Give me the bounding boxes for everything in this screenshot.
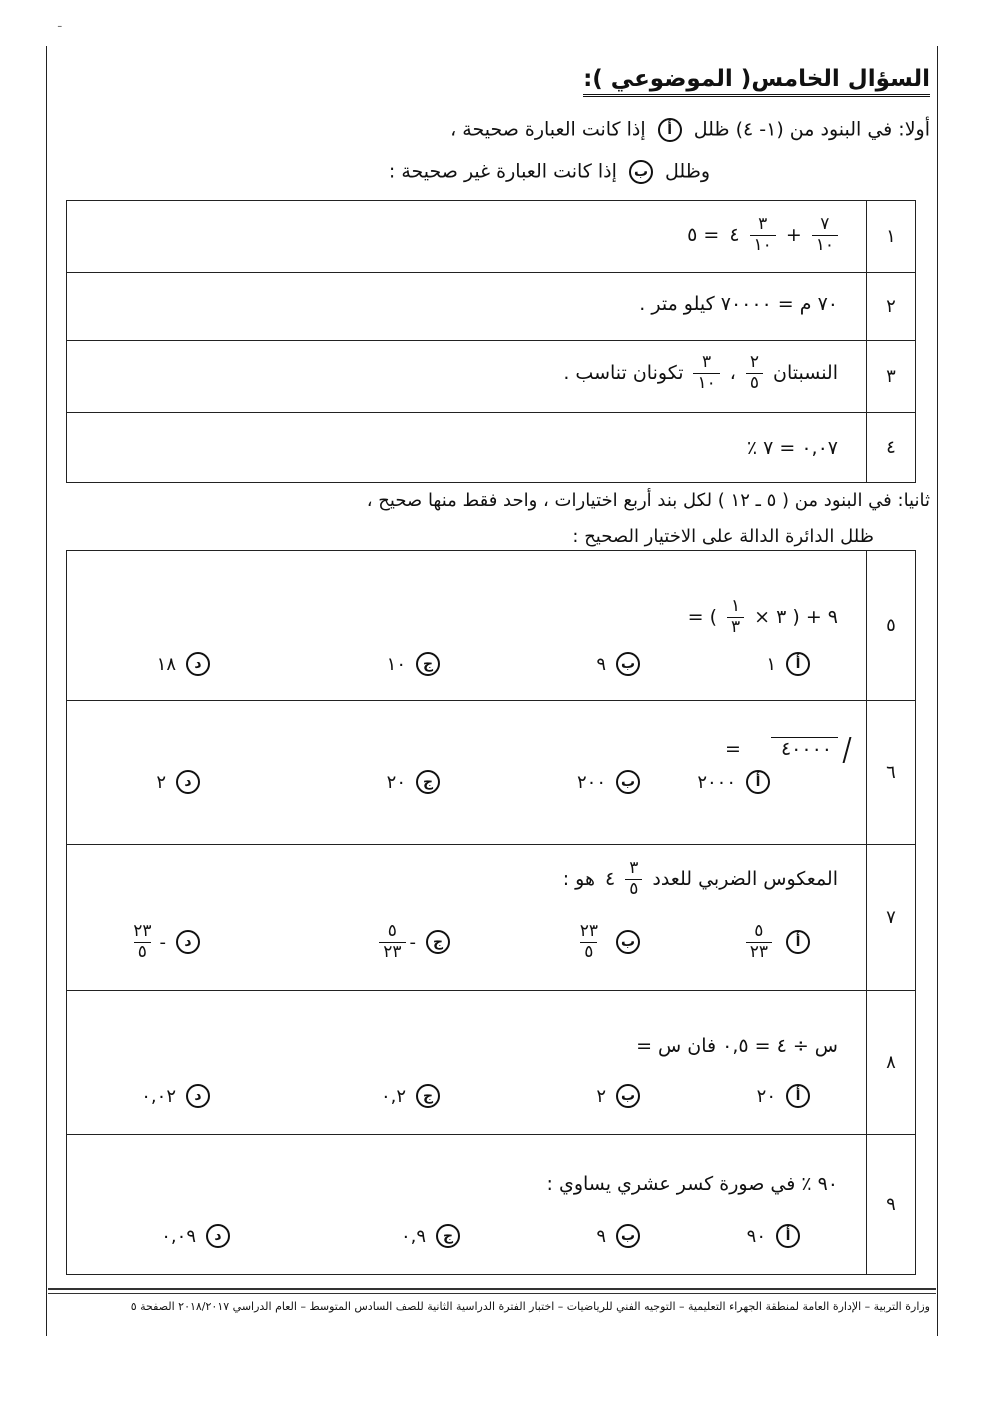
mc-options-5 bbox=[67, 652, 866, 688]
mc-row-5 bbox=[67, 551, 916, 701]
option-a[interactable]: أ ٢٠ bbox=[757, 1084, 816, 1108]
true-false-table bbox=[66, 200, 916, 483]
tf-number-3: ٣ bbox=[867, 341, 916, 413]
tf-row-2 bbox=[67, 273, 916, 341]
option-a[interactable]: أ $\frac{٥}{٢٣}$ bbox=[746, 922, 816, 962]
mc-number-7: ٧ bbox=[867, 845, 916, 991]
tf-number-2: ٢ bbox=[867, 273, 916, 341]
circle-letter-b: ب bbox=[629, 160, 653, 184]
mc-options-9 bbox=[67, 1224, 866, 1260]
part1-instruction-line2: وظلل ب إذا كانت العبارة غير صحيحة : bbox=[388, 160, 710, 183]
footer-text: وزارة التربية – الإدارة العامة لمنطقة الجهراء التعليمية – التوجيه الفني للرياضيات – اختبار الفترة الدراسية الثانية للصف السادس المتوسط – العام الدراسي ٢٠١٨/٢٠١٧ الصفحة ٥ bbox=[130, 1300, 930, 1313]
part2-instruction-line2: ظلل الدائرة الدالة على الاختيار الصحيح : bbox=[572, 526, 874, 547]
footer-rule-top bbox=[48, 1288, 936, 1290]
scan-mark: ـ bbox=[58, 16, 62, 30]
option-a[interactable]: أ ١ bbox=[766, 652, 816, 676]
option-c[interactable]: ج ٠,٩ bbox=[401, 1224, 466, 1248]
title-sub: ( الموضوعي ): bbox=[583, 66, 751, 97]
tf-statement-4: ٠,٠٧ = ٧ ٪ bbox=[746, 437, 838, 459]
option-d[interactable]: د ٢ bbox=[156, 770, 206, 794]
mc-number-5: ٥ bbox=[867, 551, 916, 701]
footer-rule-bottom bbox=[48, 1293, 936, 1294]
part2-instruction-line1: ثانيا: في البنود من ( ٥ ـ ١٢ ) لكل بند أربع اختيارات ، واحد فقط منها صحيح ، bbox=[366, 490, 930, 511]
mc-stem-7: المعكوس الضربي للعدد $\frac{٣}{٥}$ ٤ هو : bbox=[562, 858, 838, 899]
mc-row-7 bbox=[67, 845, 916, 991]
part1-instruction-line1: أولا: في البنود من (١- ٤) ظلل أ إذا كانت العبارة صحيحة ، bbox=[450, 118, 930, 141]
tf-number-1: ١ bbox=[867, 201, 916, 273]
mc-options-8 bbox=[67, 1084, 866, 1120]
mc-number-6: ٦ bbox=[867, 701, 916, 845]
tf-statement-1: $\frac{٧}{١٠}$ + $\frac{٣}{١٠}$ ٤ = ٥ bbox=[687, 215, 838, 255]
option-b[interactable]: ب ٩ bbox=[596, 1224, 646, 1248]
option-b[interactable]: ب ٢ bbox=[596, 1084, 646, 1108]
option-a[interactable]: أ ٩٠ bbox=[747, 1224, 806, 1248]
option-b[interactable]: ب ٩ bbox=[596, 652, 646, 676]
mc-stem-9: ٩٠ ٪ في صورة كسر عشري يساوي : bbox=[546, 1173, 838, 1195]
tf-number-4: ٤ bbox=[867, 413, 916, 483]
option-d[interactable]: د ٠,٠٢ bbox=[141, 1084, 216, 1108]
mc-options-6 bbox=[67, 770, 866, 806]
mc-options-7 bbox=[67, 922, 866, 968]
option-d[interactable]: د ١٨ bbox=[157, 652, 216, 676]
tf-row-4 bbox=[67, 413, 916, 483]
circle-letter-a: أ bbox=[658, 118, 682, 142]
option-c[interactable]: ج - $\frac{٥}{٢٣}$ bbox=[379, 922, 456, 962]
multiple-choice-table bbox=[66, 550, 916, 1275]
tf-row-3 bbox=[67, 341, 916, 413]
mc-number-9: ٩ bbox=[867, 1135, 916, 1275]
mc-number-8: ٨ bbox=[867, 991, 916, 1135]
mc-stem-6: ٤٠٠٠٠ = bbox=[725, 737, 838, 760]
option-c[interactable]: ج ٢٠ bbox=[387, 770, 446, 794]
title-main: السؤال الخامس bbox=[751, 66, 930, 97]
option-b[interactable]: ب $\frac{٢٣}{٥}$ bbox=[576, 922, 646, 962]
option-d[interactable]: د ٠,٠٩ bbox=[161, 1224, 236, 1248]
tf-row-1 bbox=[67, 201, 916, 273]
option-c[interactable]: ج ١٠ bbox=[387, 652, 446, 676]
tf-statement-3: النسبتان $\frac{٢}{٥}$ ، $\frac{٣}{١٠}$ تكونان تناسب . bbox=[563, 352, 838, 393]
option-d[interactable]: د - $\frac{٢٣}{٥}$ bbox=[129, 922, 206, 962]
mc-stem-8: س ÷ ٤ = ٠,٥ فان س = bbox=[636, 1035, 838, 1057]
section-title bbox=[583, 66, 930, 92]
square-root-radicand: ٤٠٠٠٠ bbox=[771, 737, 838, 760]
mc-stem-5: ٩ + ( ٣ × $\frac{١}{٣}$ ) = bbox=[687, 596, 838, 637]
option-b[interactable]: ب ٢٠٠ bbox=[577, 770, 646, 794]
option-c[interactable]: ج ٠,٢ bbox=[381, 1084, 446, 1108]
mc-row-8 bbox=[67, 991, 916, 1135]
tf-statement-2: ٧٠ م = ٧٠٠٠٠ كيلو متر . bbox=[639, 293, 838, 315]
option-a[interactable]: أ ٢٠٠٠ bbox=[697, 770, 776, 794]
mc-row-9 bbox=[67, 1135, 916, 1275]
mc-row-6 bbox=[67, 701, 916, 845]
